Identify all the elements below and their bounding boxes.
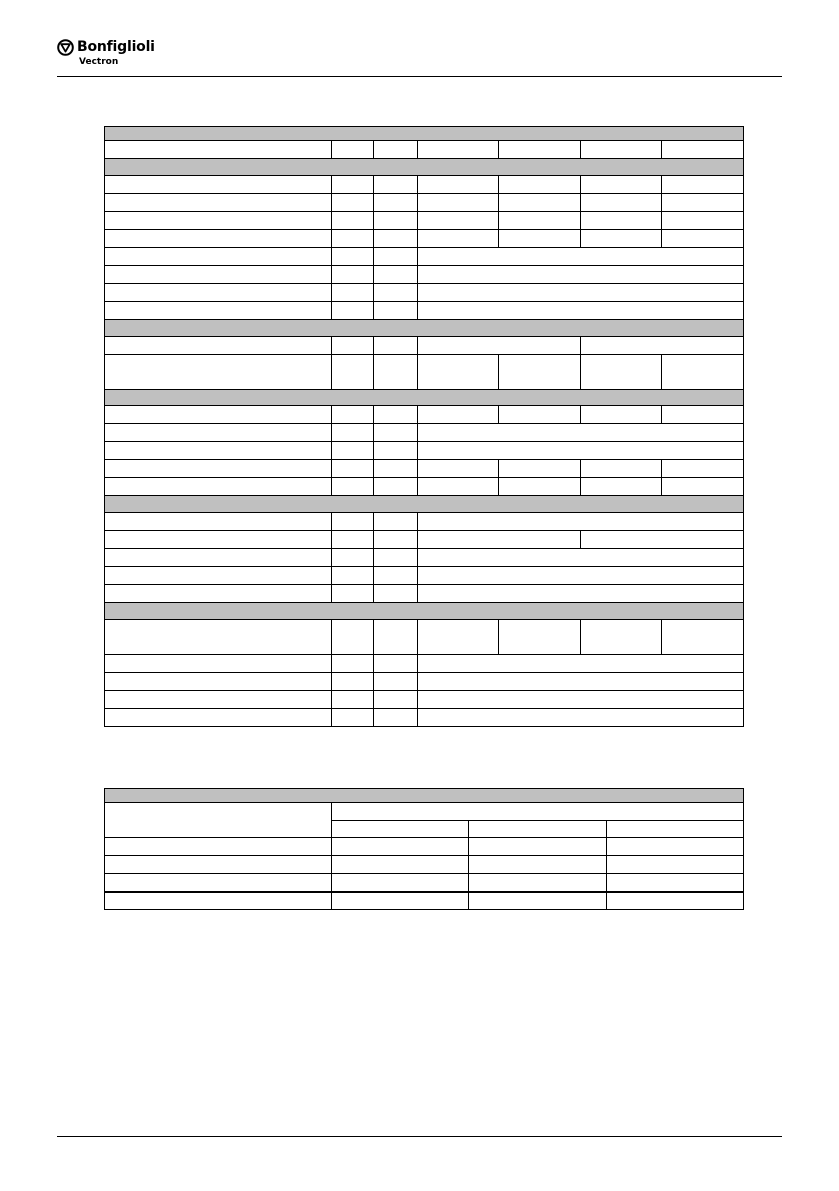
bonfiglioli-logo-icon — [57, 39, 74, 56]
table-row — [105, 176, 744, 194]
table-row — [105, 284, 744, 302]
table-row — [105, 531, 744, 549]
section-header-row — [105, 603, 744, 620]
section-header-row — [105, 496, 744, 513]
table-row — [105, 194, 744, 212]
table-row — [105, 302, 744, 320]
table-row — [105, 355, 744, 390]
section-header-row — [105, 320, 744, 337]
table-row — [105, 585, 744, 603]
section-header-row — [105, 789, 744, 803]
header-rule — [57, 76, 782, 77]
table-row — [105, 442, 744, 460]
table-row — [105, 478, 744, 496]
table-row — [105, 212, 744, 230]
table-row — [105, 337, 744, 355]
table-row — [105, 803, 744, 821]
footer-rule — [57, 1136, 782, 1137]
table-row — [105, 838, 744, 856]
brand-logo — [57, 39, 167, 71]
section-header-row — [105, 159, 744, 176]
table-row — [105, 620, 744, 655]
table-row — [105, 856, 744, 874]
table-row — [105, 424, 744, 442]
table-row — [105, 709, 744, 727]
brand-name: Bonfiglioli — [77, 39, 155, 55]
section-header-row — [105, 127, 744, 141]
table-row — [105, 230, 744, 248]
table-row — [105, 406, 744, 424]
table-row — [105, 567, 744, 585]
table-row — [105, 460, 744, 478]
table-row — [105, 673, 744, 691]
table-row — [105, 892, 744, 910]
table-row — [105, 513, 744, 531]
secondary-data-table — [104, 788, 744, 910]
table-row — [105, 266, 744, 284]
table-row — [105, 141, 744, 159]
table-row — [105, 655, 744, 673]
table-row — [105, 549, 744, 567]
table-row — [105, 874, 744, 892]
technical-data-table — [104, 126, 744, 727]
section-header-row — [105, 390, 744, 406]
table-row — [105, 691, 744, 709]
table-row — [105, 248, 744, 266]
brand-sub-name: Vectron — [79, 57, 119, 67]
